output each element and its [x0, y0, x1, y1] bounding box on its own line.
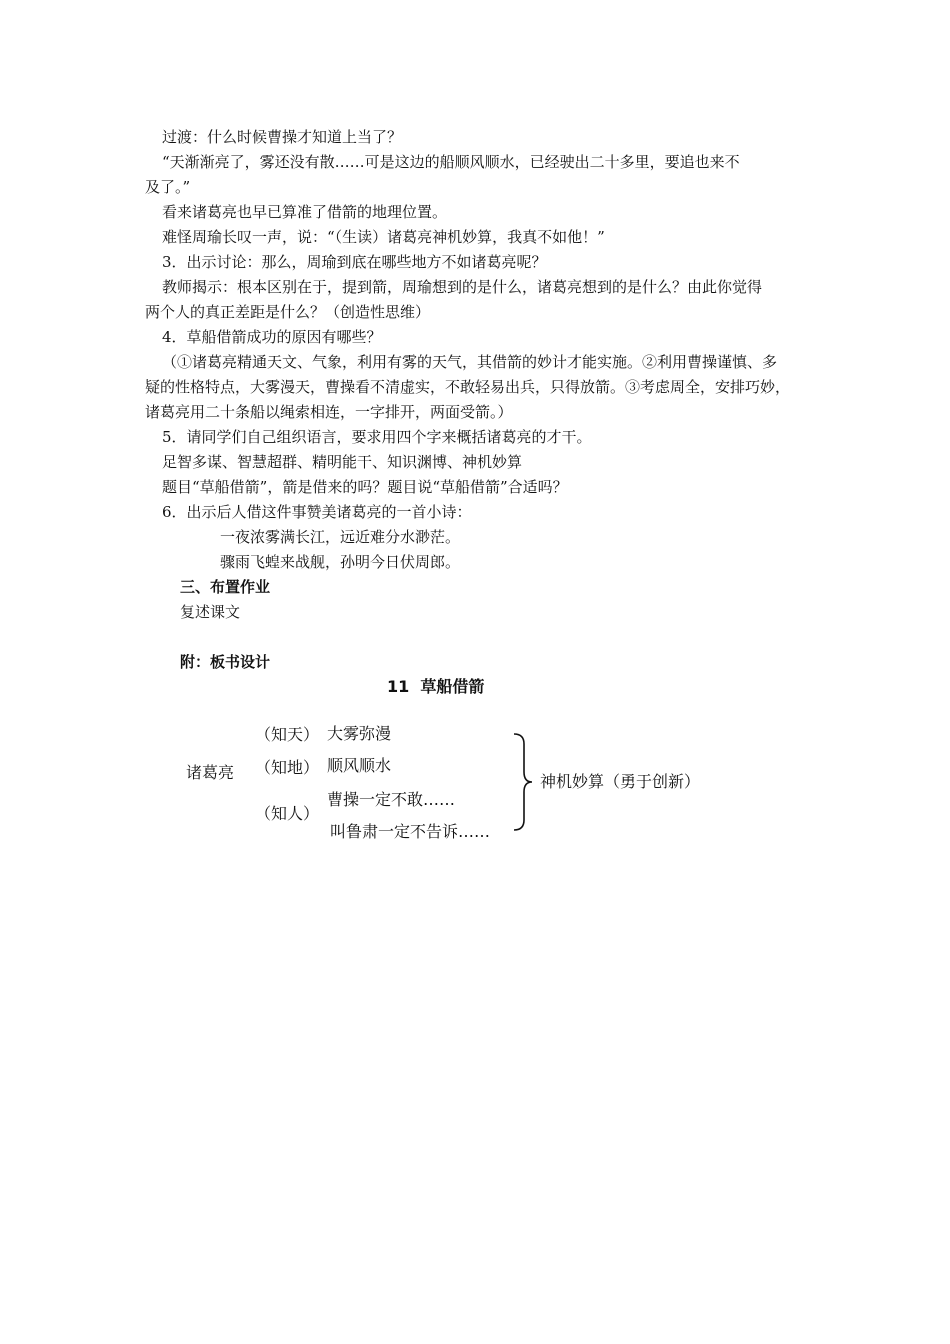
text-line: 4．草船借箭成功的原因有哪些？ [162, 328, 382, 346]
board-people-item-2: 叫鲁肃一定不告诉…… [330, 822, 491, 841]
text-line: 诸葛亮用二十条船以绳索相连，一字排开，两面受箭。） [145, 403, 513, 421]
text-line: 足智多谋、智慧超群、精明能干、知识渊博、神机妙算 [162, 453, 523, 471]
text-line: 3．出示讨论：那么，周瑜到底在哪些地方不如诸葛亮呢？ [162, 253, 547, 271]
text-line: 及了。” [145, 178, 191, 196]
poem-line: 骤雨飞蝗来战舰，孙明今日伏周郎。 [220, 553, 461, 571]
text-line: 题目“草船借箭”，箭是借来的吗？题目说“草船借箭”合适吗？ [162, 478, 568, 496]
text-line: 看来诸葛亮也早已算准了借箭的地理位置。 [162, 203, 448, 221]
text-line: （①诸葛亮精通天文、气象，利用有雾的天气，其借箭的妙计才能实施。②利用曹操谨慎、多 [162, 353, 778, 371]
board-know-people: （知人） [255, 804, 320, 823]
text-line: 疑的性格特点，大雾漫天，曹操看不清虚实，不敢轻易出兵，只得放箭。③考虑周全，安排巧妙， [145, 378, 791, 396]
board-title: 11 草船借箭 [387, 677, 485, 696]
board-subject: 诸葛亮 [186, 763, 235, 782]
text-line: “天渐渐亮了，雾还没有散……可是这边的船顺风顺水，已经驶出二十多里，要追也来不 [162, 153, 740, 171]
text-line: 过渡：什么时候曹操才知道上当了？ [162, 128, 403, 146]
text-line: 难怪周瑜长叹一声，说：“（生读）诸葛亮神机妙算，我真不如他！” [162, 228, 605, 246]
text-line: 两个人的真正差距是什么？（创造性思维） [145, 303, 431, 321]
board-people-item-1: 曹操一定不敢…… [327, 790, 456, 809]
text-line: 教师揭示：根本区别在于，提到箭，周瑜想到的是什么，诸葛亮想到的是什么？由此你觉得 [162, 278, 763, 296]
appendix-heading: 附：板书设计 [180, 653, 271, 671]
right-brace-icon [510, 732, 540, 832]
section-heading: 三、布置作业 [180, 578, 271, 596]
board-sky-item: 大雾弥漫 [327, 724, 392, 743]
board-know-sky: （知天） [255, 725, 320, 744]
board-conclusion: 神机妙算（勇于创新） [540, 772, 701, 791]
text-line: 6．出示后人借这件事赞美诸葛亮的一首小诗： [162, 503, 472, 521]
board-earth-item: 顺风顺水 [327, 756, 392, 775]
board-know-earth: （知地） [255, 758, 320, 777]
homework-text: 复述课文 [180, 603, 241, 621]
poem-line: 一夜浓雾满长江，远近难分水渺茫。 [220, 528, 461, 546]
text-line: 5．请同学们自己组织语言，要求用四个字来概括诸葛亮的才干。 [162, 428, 592, 446]
